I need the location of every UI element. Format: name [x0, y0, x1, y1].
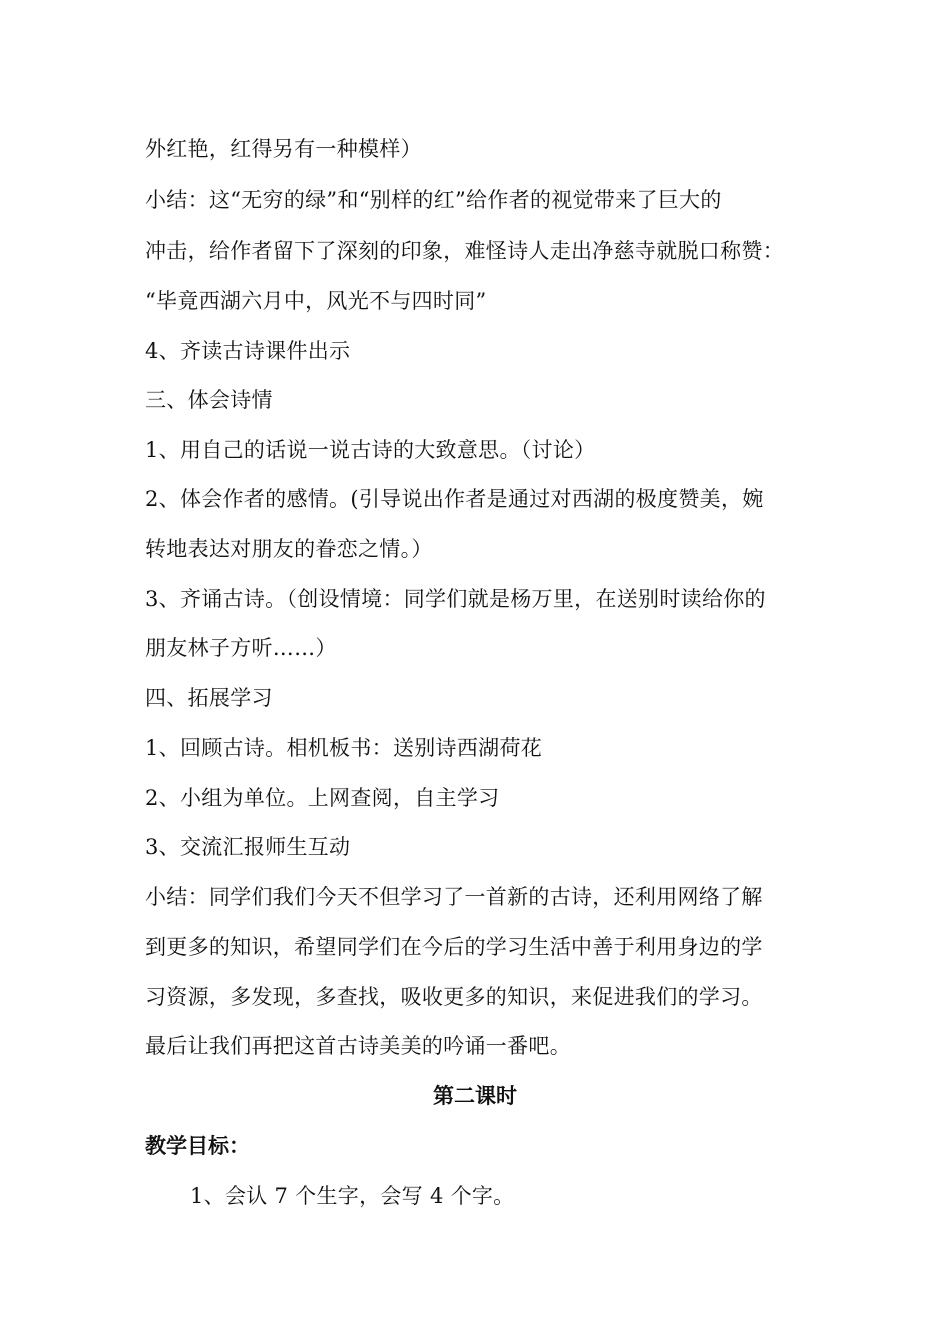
- section-title: 第二课时: [433, 1083, 517, 1108]
- list-item: 3、交流汇报师生互动: [145, 835, 351, 859]
- objectives-heading: 教学目标：: [145, 1133, 250, 1158]
- paragraph-line: 转地表达对朋友的眷恋之情。）: [145, 537, 433, 561]
- list-item: 1、回顾古诗。相机板书：送别诗西湖荷花: [145, 736, 543, 760]
- paragraph-line: 到更多的知识，希望同学们在今后的学习生活中善于利用身边的学: [145, 935, 763, 959]
- list-item: 2、体会作者的感情。(引导说出作者是通过对西湖的极度赞美，婉: [145, 487, 764, 511]
- summary-line: 小结：同学们我们今天不但学习了一首新的古诗，还利用网络了解: [145, 885, 763, 909]
- paragraph-line: 最后让我们再把这首古诗美美的吟诵一番吧。: [145, 1034, 571, 1058]
- list-item: 3、齐诵古诗。（创设情境：同学们就是杨万里，在送别时读给你的: [145, 587, 766, 611]
- objective-item: 1、会认 7 个生字，会写 4 个字。: [190, 1184, 515, 1208]
- paragraph-line: 冲击，给作者留下了深刻的印象，难怪诗人走出净慈寺就脱口称赞：: [145, 239, 784, 263]
- paragraph-line: 外红艳，红得另有一种模样）: [145, 137, 422, 161]
- poem-quote-line: “毕竟西湖六月中，风光不与四时同”: [145, 289, 487, 313]
- summary-line: 小结：这“无穷的绿”和“别样的红”给作者的视觉带来了巨大的: [145, 188, 722, 212]
- paragraph-line: 习资源，多发现，多查找，吸收更多的知识，来促进我们的学习。: [145, 985, 763, 1009]
- section-heading: 四、拓展学习: [145, 686, 273, 710]
- section-heading: 三、体会诗情: [145, 388, 273, 412]
- list-item: 4、齐读古诗课件出示: [145, 339, 351, 363]
- paragraph-line: 朋友林子方听……）: [145, 636, 337, 660]
- list-item: 2、小组为单位。上网查阅，自主学习: [145, 786, 500, 810]
- list-item: 1、用自己的话说一说古诗的大致意思。（讨论）: [145, 438, 596, 462]
